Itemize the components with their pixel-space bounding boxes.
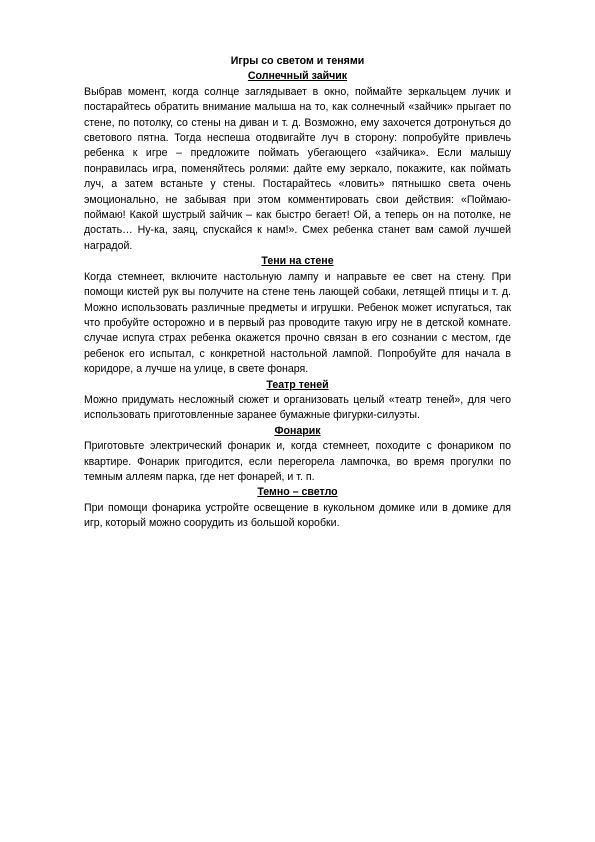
section-heading: Темно – светло — [257, 486, 338, 499]
section-paragraph: При помощи фонарика устройте освещение в кукольном домике или в домике для игр, который можно соорудить из большой коробки. — [84, 501, 511, 530]
section-heading: Театр теней — [266, 378, 329, 391]
section-shadow-theater — [84, 378, 511, 424]
section-flashlight — [84, 424, 511, 486]
section-sunbeam — [84, 69, 511, 254]
section-heading: Солнечный зайчик — [247, 70, 348, 83]
document-title: Игры со светом и тенями — [230, 55, 365, 67]
section-dark-light — [84, 485, 511, 531]
section-paragraph: Приготовьте электрический фонарик и, когда стемнеет, походите с фонариком по квартире. Фонарик пригодится, если перегорела лампочка, во время прогулки по темным аллеям парка, где нет фонарей, и т. п. — [84, 440, 511, 483]
section-heading: Фонарик — [274, 424, 321, 437]
section-wall-shadows — [84, 254, 511, 377]
section-paragraph: Можно придумать несложный сюжет и организовать целый «театр теней», для чего использовать приготовленные заранее бумажные фигурки-силуэты. — [84, 393, 511, 422]
section-paragraph: Когда стемнеет, включите настольную лампу и направьте ее свет на стену. При помощи кистей рук вы получите на стене тень лающей собаки, летящей птицы и т. д. Можно использовать различные предметы и игрушки. Ребенок может испугаться, так что пробуйте осторожно и в первый раз проводите такую игру не в детской комнате. случае испуга страх ребенка окажется прочно связан в его сознании с местом, где ребенок его испытал, с конкретной настольной лампой. Попробуйте для начала в коридоре, а лучше на улице, в свете фонаря. — [84, 270, 511, 376]
section-heading: Тени на стене — [261, 255, 334, 268]
section-paragraph: Выбрав момент, когда солнце заглядывает в окно, поймайте зеркальцем лучик и постарайтесь обратить внимание малыша на то, как солнечный «зайчик» прыгает по стене, по потолку, со стены на диван и т. д. Возможно, ему захочется дотронуться до светового пятна. Тогда неспеша отодвигайте луч в сторону: попробуйте привлечь ребенка к игре – предложите поймать убегающего «зайчика». Если малышу понравилась игра, поменяйтесь ролями: дайте ему зеркало, покажите, как поймать луч, а затем встаньте у стены. Постарайтесь «ловить» пятнышко света очень эмоционально, не забывая при этом комментировать свои действия: «Поймаю-поймаю! Какой шустрый зайчик – как быстро бегает! Ой, а теперь он на потолке, не достать… Ну-ка, заяц, спускайся к нам!». Смех ребенка станет вам самой лучшей наградой. — [84, 85, 511, 252]
